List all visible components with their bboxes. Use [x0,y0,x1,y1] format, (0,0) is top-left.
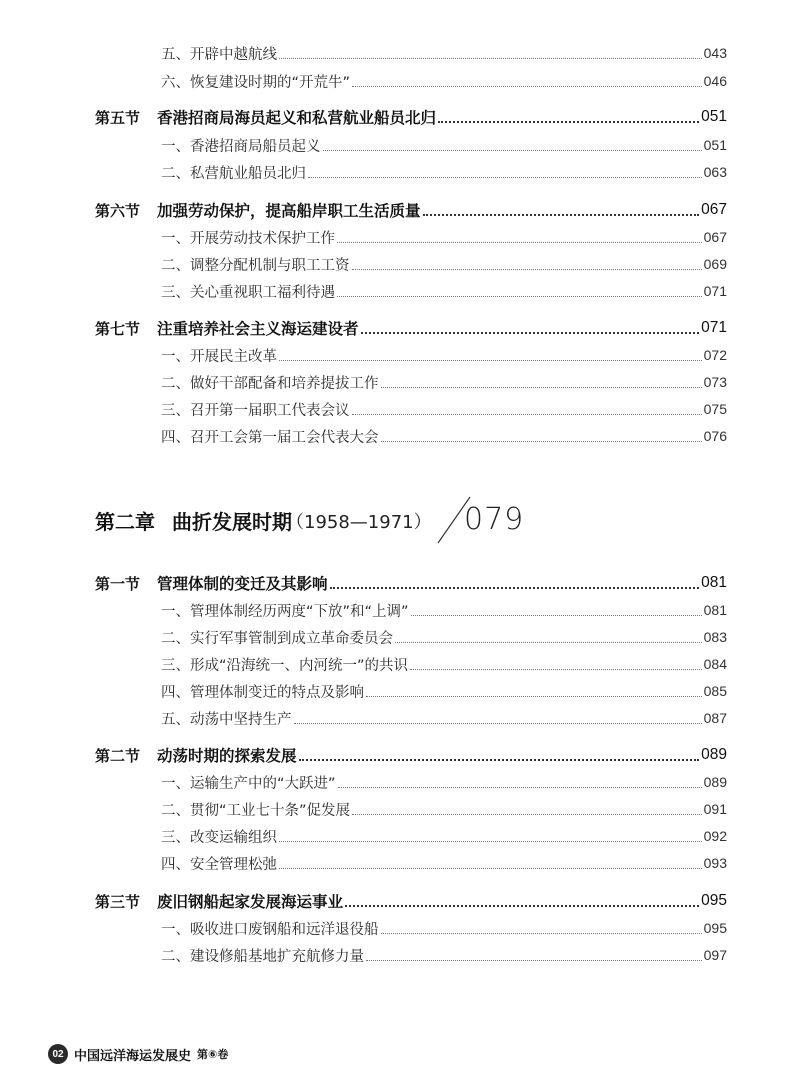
dot-leader [294,723,702,724]
toc-item-row[interactable] [0,369,790,395]
toc-page-number: 043 [703,45,727,61]
toc-entry-title: 管理体制的变迁及其影响 [157,575,328,593]
dot-leader [352,814,702,815]
toc-item-row[interactable] [0,68,790,94]
toc-item-row[interactable] [0,769,790,795]
chapter-page-number: 079 [464,502,525,537]
toc-item-row[interactable] [0,915,790,941]
toc-entry-title: 五、开辟中越航线 [161,46,277,63]
toc-item-row[interactable] [0,132,790,158]
toc-page-number: 089 [701,746,727,763]
toc-item-row[interactable] [0,251,790,277]
toc-page-number: 095 [701,892,727,909]
toc-section-row[interactable] [0,197,790,223]
page-number-badge: 02 [48,1044,68,1064]
toc-page-number: 092 [703,828,727,844]
chapter-number: 第二章 [95,510,155,534]
toc-entry-title: 一、吸收进口废钢船和远洋退役船 [161,921,379,938]
dot-leader [395,642,702,643]
toc-page-number: 073 [703,374,727,390]
toc-item-row[interactable] [0,278,790,304]
dot-leader [352,269,702,270]
toc-entry-title: 一、开展劳动技术保护工作 [161,230,335,247]
toc-entry-title: 二、调整分配机制与职工工资 [161,257,350,274]
toc-item-row[interactable] [0,597,790,623]
dot-leader [366,696,702,697]
section-number: 第七节 [95,319,141,338]
toc-section-row[interactable] [0,104,790,130]
section-number: 第六节 [95,201,141,220]
dot-leader [279,360,702,361]
toc-item-row[interactable] [0,342,790,368]
chapter-years: （1958—1971） [286,512,432,533]
dot-leader [279,58,702,59]
toc-item-row[interactable] [0,823,790,849]
toc-entry-title: 二、贯彻“工业七十条”促发展 [161,802,351,819]
toc-entry-title: 一、开展民主改革 [161,348,277,365]
toc-item-row[interactable] [0,850,790,876]
dot-leader [411,615,702,616]
toc-section-row[interactable] [0,742,790,768]
dot-leader [352,86,702,87]
chapter-title: 曲折发展时期 [172,510,292,534]
toc-page-number: 085 [703,683,727,699]
toc-page-number: 081 [701,574,727,591]
dot-leader [366,960,702,961]
toc-entry-title: 三、召开第一届职工代表会议 [161,402,350,419]
dot-leader [323,150,702,151]
toc-item-row[interactable] [0,942,790,968]
toc-entry-title: 一、香港招商局船员起义 [161,138,321,155]
toc-page-number: 091 [703,801,727,817]
dot-leader [279,868,702,869]
toc-entry-title: 注重培养社会主义海运建设者 [157,320,359,338]
toc-item-row[interactable] [0,796,790,822]
section-number: 第一节 [95,574,141,593]
toc-item-row[interactable] [0,224,790,250]
toc-entry-title: 二、实行军事管制到成立革命委员会 [161,630,393,647]
toc-entry-title: 一、管理体制经历两度“下放”和“上调” [161,603,409,620]
toc-entry-title: 二、建设修船基地扩充航修力量 [161,948,364,965]
chapter-heading [0,490,790,550]
dot-leader [352,414,702,415]
toc-page-number: 051 [703,137,727,153]
toc-item-row[interactable] [0,624,790,650]
toc-entry-title: 三、改变运输组织 [161,829,277,846]
section-number: 第二节 [95,746,141,765]
toc-item-row[interactable] [0,396,790,422]
toc-page-number: 097 [703,947,727,963]
volume-label: 第⑥卷 [197,1048,229,1061]
toc-entry-title: 废旧钢船起家发展海运事业 [157,893,344,911]
dot-leader [279,841,702,842]
toc-item-row[interactable] [0,678,790,704]
dot-leader [337,242,702,243]
toc-page-number: 067 [703,229,727,245]
dot-leader [299,759,700,761]
toc-item-row[interactable] [0,705,790,731]
section-number: 第三节 [95,892,141,911]
dot-leader [338,787,702,788]
toc-page-number: 083 [703,629,727,645]
dot-leader [381,933,702,934]
dot-leader [337,296,702,297]
dot-leader [381,441,702,442]
toc-entry-title: 四、管理体制变迁的特点及影响 [161,684,364,701]
toc-item-row[interactable] [0,423,790,449]
toc-page-number: 076 [703,428,727,444]
dot-leader [330,587,700,589]
toc-page-number: 089 [703,774,727,790]
toc-entry-title: 香港招商局海员起义和私营航业船员北归 [157,109,437,127]
toc-section-row[interactable] [0,315,790,341]
toc-section-row[interactable] [0,888,790,914]
toc-page-number: 067 [701,201,727,218]
toc-entry-title: 二、私营航业船员北归 [161,165,306,182]
toc-entry-title: 三、形成“沿海统一、内河统一”的共识 [161,657,409,674]
toc-entry-title: 五、动荡中坚持生产 [161,711,292,728]
toc-page-number: 075 [703,401,727,417]
toc-page-number: 069 [703,256,727,272]
toc-page-number: 071 [703,283,727,299]
toc-entry-title: 一、运输生产中的“大跃进” [161,775,336,792]
toc-item-row[interactable] [0,651,790,677]
dot-leader [308,177,702,178]
dot-leader [361,332,700,334]
toc-page-number: 084 [703,656,727,672]
toc-entry-title: 三、关心重视职工福利待遇 [161,284,335,301]
toc-item-row[interactable] [0,40,790,66]
dot-leader [410,669,702,670]
toc-page-number: 093 [703,855,727,871]
dot-leader [381,387,702,388]
toc-entry-title: 六、恢复建设时期的“开荒牛” [161,74,351,91]
book-title: 中国远洋海运发展史 [74,1048,192,1064]
toc-item-row[interactable] [0,159,790,185]
toc-page-number: 072 [703,347,727,363]
toc-section-row[interactable] [0,570,790,596]
page-footer [48,1042,228,1066]
toc-entry-title: 二、做好干部配备和培养提拔工作 [161,375,379,392]
toc-entry-title: 四、召开工会第一届工会代表大会 [161,429,379,446]
section-number: 第五节 [95,108,141,127]
dot-leader [423,214,700,216]
toc-page-number: 095 [703,920,727,936]
toc-page-number: 051 [701,108,727,125]
toc-entry-title: 加强劳动保护，提高船岸职工生活质量 [157,202,421,220]
toc-page-number: 087 [703,710,727,726]
dot-leader [438,121,699,123]
toc-page-number: 046 [703,73,727,89]
toc-page-number: 063 [703,164,727,180]
toc-page-number: 081 [703,602,727,618]
toc-page-number: 071 [701,319,727,336]
toc-entry-title: 四、安全管理松弛 [161,856,277,873]
toc-entry-title: 动荡时期的探索发展 [157,747,297,765]
dot-leader [345,905,699,907]
